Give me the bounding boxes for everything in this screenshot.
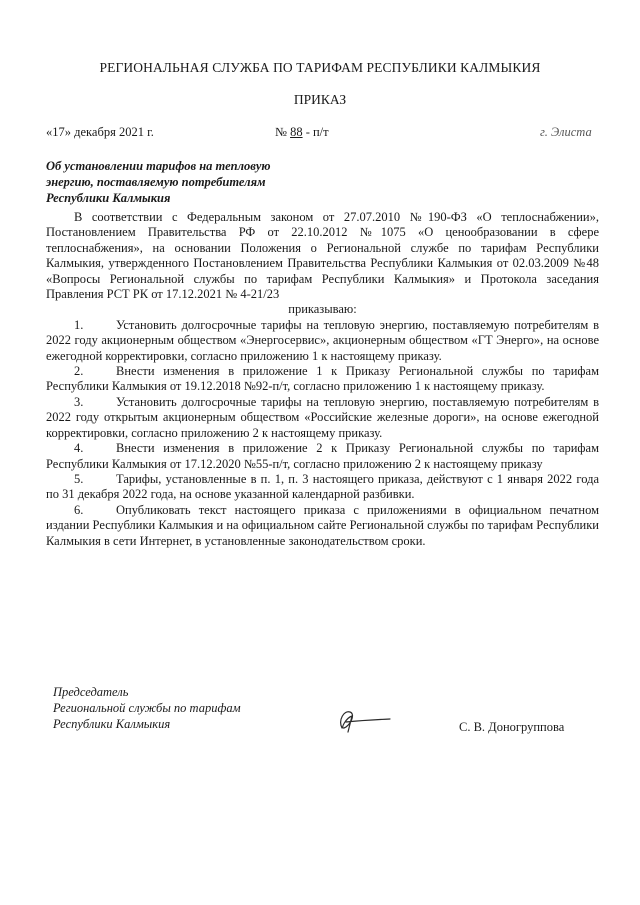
order-number-prefix: № [275,125,291,139]
order-date: «17» декабря 2021 г. [46,125,154,139]
list-item [46,472,599,503]
order-subject: Об установлении тарифов на тепловую энергию, поставляемую потребителям Республики Калмыкия [46,159,271,205]
handwritten-signature [328,702,392,736]
order-number [275,125,329,140]
item-text: Внести изменения в приложение 2 к Приказу Региональной службы по тарифам Республики Калмыкия от 17.12.2020 №55-п/т, согласно приложению 2 к настоящему приказу [46,441,599,471]
item-number: 5. [74,471,84,486]
position-line: Председатель [53,685,129,699]
item-text: Опубликовать текст настоящего приказа с приложениями в официальном печатном издании Республики Калмыкия и на официальном сайте Региональной службы по тарифам Республики Калмыкия в сети Интернет, в установленные законодательством сроки. [46,502,599,548]
preamble: В соответствии с Федеральным законом от 27.07.2010 №190-ФЗ «О теплоснабжении», Постановлением Правительства РФ от 22.10.2012 №1075 «О ценообразовании в сфере теплоснабжения», на основании Положения о Региональной службе по тарифам Республики Калмыкия, утвержденного Постановлением Правительства Республики Калмыкия от 02.03.2009 №48 «Вопросы Региональной службы по тарифам Республики Калмыкия» и Протокола заседания Правления РСТ РК от 17.12.2021 № 4-21/23 [46,210,599,302]
item-text: Установить долгосрочные тарифы на тепловую энергию, поставляемую потребителям в 2022 году открытым акционерным обществом «Российские железные дороги», на основе ежегодной корректировки, согласно приложению 2 к настоящему приказу. [46,394,599,440]
list-item [46,441,599,472]
signatory-name: С. В. Доногруппова [459,720,565,734]
list-item [46,318,599,364]
document-type: ПРИКАЗ [293,92,347,107]
item-text: Внести изменения в приложение 1 к Приказу Региональной службы по тарифам Республики Калмыкия от 19.12.2018 №92-п/т, согласно приложению 1 к настоящему приказу. [46,364,599,394]
item-number: 4. [74,441,84,456]
item-number: 2. [74,364,84,379]
order-number-suffix: - п/т [302,125,329,139]
position-line: Республики Калмыкия [53,717,171,731]
item-number: 1. [74,317,84,332]
list-item [46,503,599,549]
agency-name: РЕГИОНАЛЬНАЯ СЛУЖБА ПО ТАРИФАМ РЕСПУБЛИКИ КАЛМЫКИЯ [99,60,541,75]
item-text: Установить долгосрочные тарифы на тепловую энергию, поставляемую потребителям в 2022 году акционерным обществом «Энергосервис», акционерным обществом «ГТ Энерго», на основе ежегодной корректировки, согласно приложению 1 к настоящему приказу. [46,317,599,363]
item-number: 3. [74,394,84,409]
item-number: 6. [74,502,84,517]
order-word: приказываю: [288,302,357,317]
item-text: Тарифы, установленные в п. 1, п. 3 настоящего приказа, действуют с 1 января 2022 года по 31 декабря 2022 года, на основе указанной календарной разбивки. [46,471,599,502]
list-item [46,364,599,395]
position-line: Региональной службы по тарифам [53,701,241,715]
order-city: г. Элиста [540,125,592,139]
signatory-position [53,684,283,732]
list-item [46,395,599,441]
order-body [46,210,599,549]
order-number-value: 88 [290,125,303,139]
